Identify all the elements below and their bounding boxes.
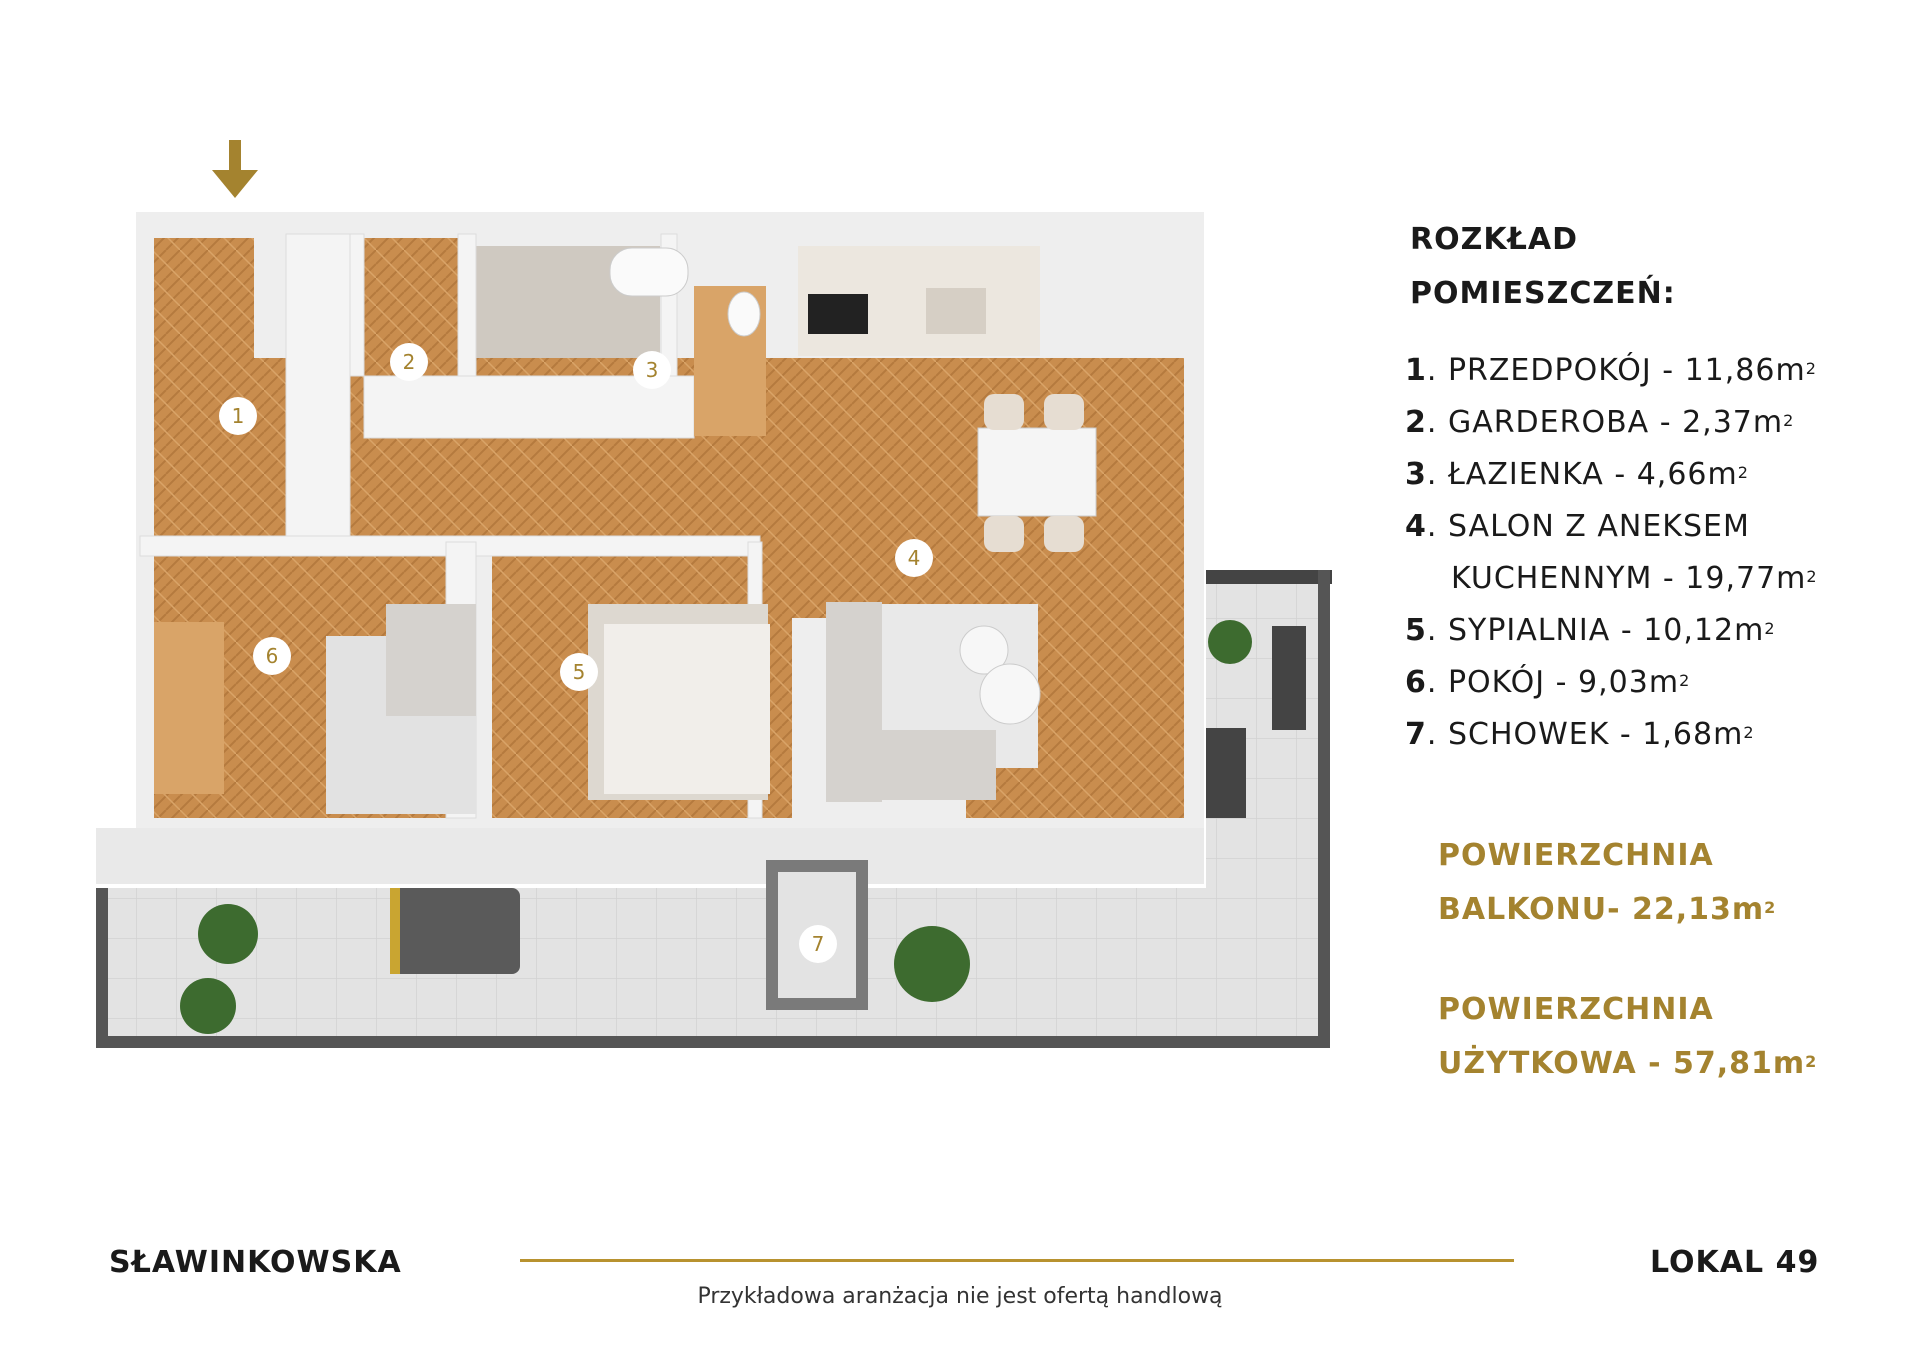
- room-name: . SYPIALNIA - 10,12m: [1426, 613, 1765, 648]
- rooms-heading: [1410, 213, 1676, 321]
- room-unit-sup: 2: [1805, 359, 1817, 378]
- room-unit-sup: 2: [1764, 619, 1776, 638]
- rooms-heading-line2: POMIESZCZEŃ:: [1410, 276, 1676, 311]
- room-row-3: [1405, 449, 1818, 501]
- balcony-area: [1438, 829, 1776, 937]
- room-number: 4: [1405, 509, 1427, 544]
- room-row-2: [1405, 397, 1818, 449]
- room-list: [1405, 345, 1818, 761]
- rooms-heading-line1: ROZKŁAD: [1410, 222, 1578, 257]
- room-name: . SCHOWEK - 1,68m: [1426, 717, 1744, 752]
- room-label-3: 3: [645, 358, 659, 382]
- balcony-area-line1: POWIERZCHNIA: [1438, 838, 1714, 873]
- room-name: KUCHENNYM - 19,77m: [1451, 561, 1807, 596]
- room-name: . ŁAZIENKA - 4,66m: [1426, 457, 1738, 492]
- usable-area-line1: POWIERZCHNIA: [1438, 992, 1714, 1027]
- room-label-7: 7: [811, 932, 825, 956]
- room-row-5: [1405, 605, 1818, 657]
- room-label-6: 6: [265, 644, 279, 668]
- room-number: 5: [1405, 613, 1427, 648]
- room-row-4: [1405, 501, 1818, 553]
- project-name: SŁAWINKOWSKA: [109, 1245, 402, 1280]
- room-number: 7: [1405, 717, 1427, 752]
- room-row-1: [1405, 345, 1818, 397]
- room-name: . PRZEDPOKÓJ - 11,86m: [1426, 353, 1806, 388]
- room-number: 6: [1405, 665, 1427, 700]
- room-unit-sup: 2: [1737, 463, 1749, 482]
- room-unit-sup: 2: [1743, 723, 1755, 742]
- room-row-4-continued: [1405, 553, 1818, 605]
- room-label-2: 2: [402, 350, 416, 374]
- room-label-4: 4: [907, 546, 921, 570]
- room-unit-sup: 2: [1783, 411, 1795, 430]
- room-label-1: 1: [231, 404, 245, 428]
- balcony-area-line2: BALKONU- $22,13m^2$: [1438, 892, 1777, 927]
- room-number: 3: [1405, 457, 1427, 492]
- room-number: 2: [1405, 405, 1427, 440]
- room-row-6: [1405, 657, 1818, 709]
- usable-area-line2: UŻYTKOWA - $57,81m^2$: [1438, 1046, 1818, 1081]
- room-number: 1: [1405, 353, 1427, 388]
- room-label-5: 5: [572, 660, 586, 684]
- unit-number: LOKAL 49: [1650, 1245, 1820, 1280]
- room-unit-sup: 2: [1679, 671, 1691, 690]
- floor-plan: [96, 138, 1342, 1050]
- room-name: . GARDEROBA - 2,37m: [1426, 405, 1784, 440]
- disclaimer: Przykładowa aranżacja nie jest ofertą handlową: [697, 1284, 1223, 1309]
- room-row-7: [1405, 709, 1818, 761]
- usable-area: [1438, 983, 1817, 1091]
- room-name: . POKÓJ - 9,03m: [1426, 665, 1680, 700]
- room-unit-sup: 2: [1806, 567, 1818, 586]
- footer-divider: [520, 1259, 1514, 1262]
- room-name: . SALON Z ANEKSEM: [1426, 509, 1750, 544]
